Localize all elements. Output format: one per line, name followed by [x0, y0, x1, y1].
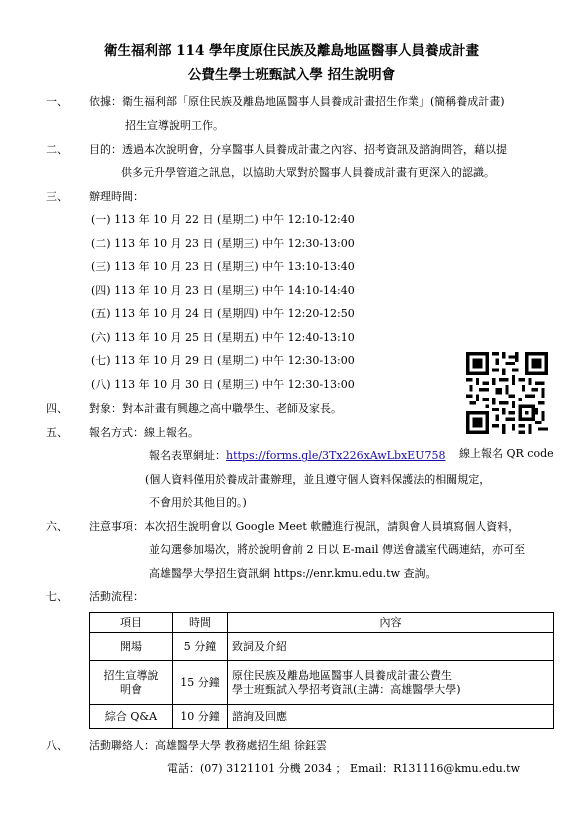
section-1-basis-cont: 招生宣導說明工作。 [125, 119, 224, 132]
agenda-time: 5 分鐘 [173, 633, 228, 661]
section-6-notice-cont2: 高雄醫學大學招生資訊網 https://enr.kmu.edu.tw 查詢。 [149, 567, 437, 580]
section-6-notice: 注意事項：本次招生說明會以 Google Meet 軟體進行視訊，請與會人員填寫個人資料， [89, 520, 520, 533]
section-5-number: 五、 [46, 426, 68, 439]
agenda-content [228, 705, 554, 729]
section-1-number: 一、 [46, 95, 68, 108]
schedule-item-2: (二) 113 年 10 月 23 日 (星期三) 中午 12:30-13:00 [91, 237, 355, 250]
section-2-purpose: 目的：透過本次說明會，分享醫事人員養成計畫之內容、招考資訊及諮詢問答，藉以提 [89, 143, 507, 156]
section-6-number: 六、 [46, 520, 68, 533]
registration-form-label: 報名表單網址： [149, 449, 226, 462]
section-3-number: 三、 [46, 190, 68, 203]
section-1-basis: 依據：衛生福利部「原住民族及離島地區醫事人員養成計畫招生作業」(簡稱養成計畫) [89, 95, 505, 108]
table-row [90, 661, 554, 705]
section-6-notice-cont1: 並勾選參加場次，將於說明會前 2 日以 E-mail 傳送會議室代碼連結，亦可至 [149, 543, 525, 556]
qr-code-label: 線上報名 QR code [459, 447, 554, 460]
agenda-header-content: 內容 [228, 613, 554, 633]
agenda-header-row [90, 613, 554, 633]
section-7-number: 七、 [46, 590, 68, 603]
section-2-number: 二、 [46, 143, 68, 156]
registration-qr-code-icon[interactable] [466, 352, 548, 434]
document-title-line2: 公費生學士班甄試入學 招生說明會 [187, 67, 396, 83]
privacy-note-line1: (個人資料僅用於養成計畫辦理，並且遵守個人資料保護法的相關規定， [145, 473, 491, 486]
schedule-item-8: (八) 113 年 10 月 30 日 (星期三) 中午 12:30-13:00 [91, 378, 355, 391]
agenda-item: 開場 [90, 633, 173, 661]
agenda-item: 綜合 Q&A [90, 705, 173, 729]
section-8-number: 八、 [46, 739, 68, 752]
registration-form-line [149, 449, 445, 463]
agenda-time: 10 分鐘 [173, 705, 228, 729]
schedule-item-5: (五) 113 年 10 月 24 日 (星期四) 中午 12:20-12:50 [91, 307, 355, 320]
section-4-audience: 對象：對本計畫有興趣之高中職學生、老師及家長。 [89, 402, 342, 415]
privacy-note-line2: 不會用於其他目的。) [149, 496, 247, 509]
schedule-item-1: (一) 113 年 10 月 22 日 (星期二) 中午 12:10-12:40 [91, 213, 355, 226]
agenda-table [89, 612, 554, 729]
registration-form-link[interactable]: https://forms.gle/3Tx226xAwLbxEU758 [226, 449, 446, 462]
agenda-content [228, 633, 554, 661]
schedule-item-7: (七) 113 年 10 月 29 日 (星期二) 中午 12:30-13:00 [91, 354, 355, 367]
agenda-content-line: 諮詢及回應 [232, 709, 287, 723]
section-2-purpose-cont: 供多元升學管道之訊息，以協助大眾對於醫事人員養成計畫有更深入的認識。 [121, 166, 495, 179]
section-4-number: 四、 [46, 402, 68, 415]
agenda-content-line: 學士班甄試入學招考資訊(主講：高雄醫學大學) [232, 682, 461, 696]
table-row [90, 705, 554, 729]
section-7-heading: 活動流程： [89, 590, 144, 603]
schedule-item-3: (三) 113 年 10 月 23 日 (星期三) 中午 13:10-13:40 [91, 260, 355, 273]
agenda-content-line: 原住民族及離島地區醫事人員養成計畫公費生 [232, 668, 452, 682]
section-5-method: 報名方式：線上報名。 [89, 426, 199, 439]
agenda-content [228, 661, 554, 705]
table-row [90, 633, 554, 661]
schedule-item-6: (六) 113 年 10 月 25 日 (星期五) 中午 12:40-13:10 [91, 331, 355, 344]
agenda-content-line: 致詞及介紹 [232, 639, 287, 653]
document-title-line1: 衛生福利部 114 學年度原住民族及離島地區醫事人員養成計畫 [103, 43, 480, 59]
agenda-header-item: 項目 [90, 613, 173, 633]
section-8-contact-info: 電話：(07) 3121101 分機 2034 ； Email：R131116@kmu.edu.tw [167, 762, 521, 775]
section-3-heading: 辦理時間： [89, 190, 144, 203]
agenda-time: 15 分鐘 [173, 661, 228, 705]
agenda-header-time: 時間 [173, 613, 228, 633]
agenda-item: 招生宣導說明會 [90, 661, 173, 705]
section-8-contact-person: 活動聯絡人：高雄醫學大學 教務處招生組 徐鈺雲 [89, 739, 327, 752]
schedule-item-4: (四) 113 年 10 月 23 日 (星期三) 中午 14:10-14:40 [91, 284, 355, 297]
